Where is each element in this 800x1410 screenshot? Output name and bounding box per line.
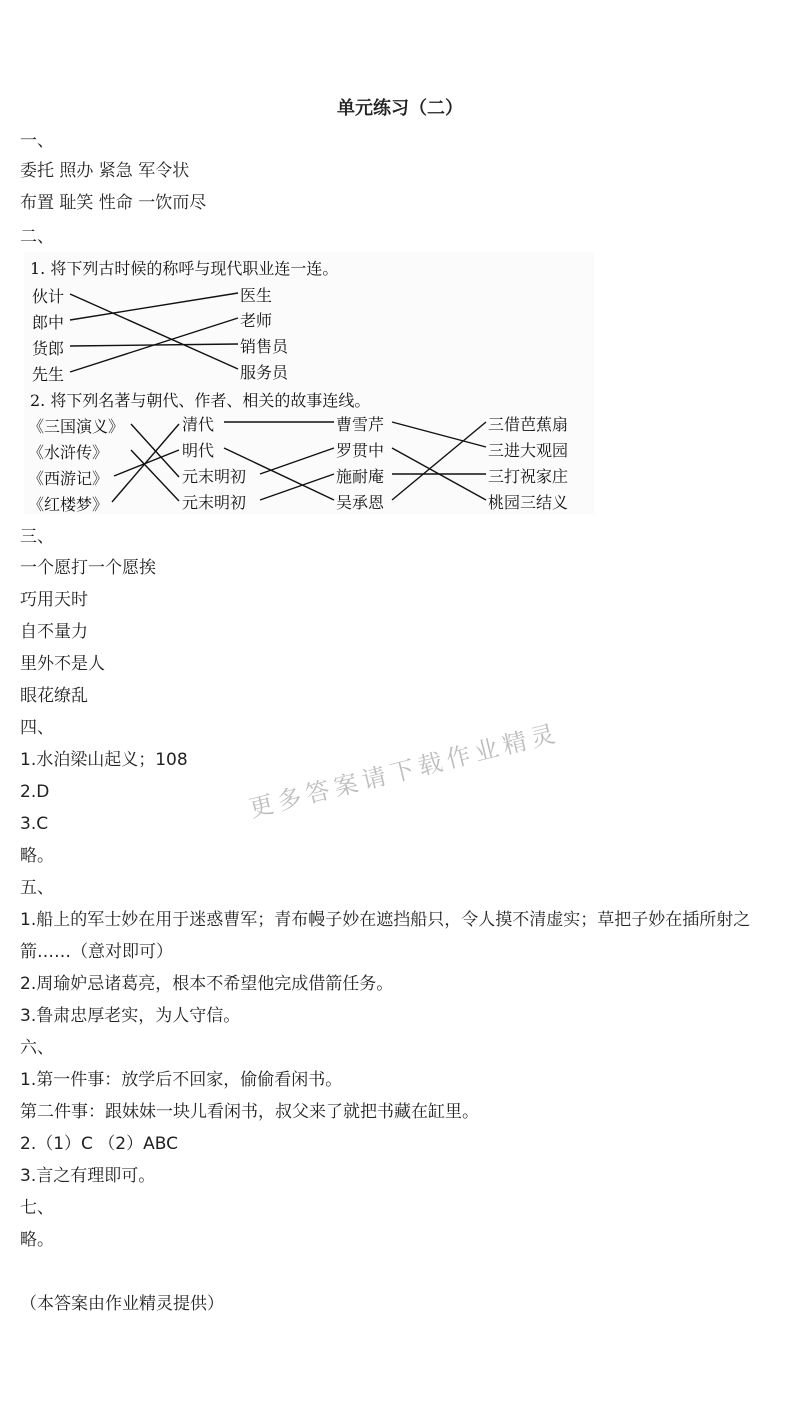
section-3-item-2: 巧用天时 [20,590,88,610]
q2-story-1: 三借芭蕉扇 [488,415,569,434]
q1-left-3: 货郎 [32,339,65,358]
q1-title: 1. 将下列古时候的称呼与现代职业连一连。 [30,259,339,278]
watermark: 更多答案请下载作业精灵 [246,718,563,823]
q1-right-1: 医生 [240,286,273,305]
q2-author-3: 施耐庵 [336,467,385,486]
q2-title: 2. 将下列名著与朝代、作者、相关的故事连线。 [30,391,371,410]
q2-story-3: 三打祝家庄 [488,467,569,486]
section-5-answer-3: 3.鲁肃忠厚老实，为人守信。 [20,1006,241,1026]
section-1-line-2: 布置 耻笑 性命 一饮而尽 [20,193,207,213]
q2-dynasty-link-4 [260,474,334,500]
q1-right-2: 老师 [240,311,273,330]
q2-book-2: 《水浒传》 [28,443,109,462]
section-3-heading: 三、 [20,527,54,547]
section-6-answer-2: 2.（1）C （2）ABC [20,1134,178,1154]
q2-dynasty-4: 元末明初 [182,493,247,512]
section-6-answer-1b: 第二件事：跟妹妹一块儿看闲书，叔父来了就把书藏在缸里。 [20,1102,479,1122]
q2-book-1: 《三国演义》 [28,417,125,436]
section-4-heading: 四、 [20,718,54,738]
section-5-answer-2: 2.周瑜妒忌诸葛亮，根本不希望他完成借箭任务。 [20,974,394,994]
section-4-answer-4: 略。 [20,846,54,866]
q2-author-4: 吴承恩 [336,493,385,512]
section-3-item-1: 一个愿打一个愿挨 [20,558,156,578]
q2-dynasty-link-3 [260,448,334,474]
q2-author-link-4 [392,422,486,500]
q1-left-4: 先生 [32,365,65,384]
q2-dynasty-3: 元末明初 [182,467,247,486]
q1-right-4: 服务员 [240,363,289,382]
q2-author-1: 曹雪芹 [336,415,385,434]
section-5-answer-1: 1.船上的军士妙在用于迷惑曹军；青布幔子妙在遮挡船只，令人摸不清虚实；草把子妙在插所射之箭……（意对即可） [20,910,751,962]
q2-dynasty-1: 清代 [182,415,215,434]
section-6-heading: 六、 [20,1038,54,1058]
q1-left-1: 伙计 [32,287,65,306]
q2-story-4: 桃园三结义 [488,493,569,512]
matching-diagram [24,252,594,514]
section-7-heading: 七、 [20,1198,54,1218]
section-1-line-1: 委托 照办 紧急 军令状 [20,161,190,181]
section-7-answer-1: 略。 [20,1230,54,1250]
q1-link-1 [70,294,238,369]
q2-book-3: 《西游记》 [28,469,109,488]
q2-book-link-3 [114,450,179,476]
q2-book-4: 《红楼梦》 [28,495,109,514]
section-4-answer-2: 2.D [20,782,50,802]
section-6-answer-1: 1.第一件事：放学后不回家，偷偷看闲书。 [20,1070,343,1090]
q1-left-2: 郎中 [32,313,65,332]
q2-story-2: 三进大观园 [488,441,569,460]
section-2-heading: 二、 [20,227,54,247]
section-5-heading: 五、 [20,878,54,898]
section-3-item-4: 里外不是人 [20,654,105,674]
section-6-answer-3: 3.言之有理即可。 [20,1166,156,1186]
q1-right-3: 销售员 [240,337,289,356]
section-1-heading: 一、 [20,131,54,151]
section-3-item-3: 自不量力 [20,622,88,642]
section-3-item-5: 眼花缭乱 [20,686,88,706]
section-4-answer-3: 3.C [20,814,49,834]
q2-book-link-2 [131,450,179,501]
q1-link-2 [70,293,238,320]
q2-author-2: 罗贯中 [336,441,385,460]
page-title: 单元练习（二） [337,98,463,119]
section-4-answer-1: 1.水泊梁山起义；108 [20,750,188,770]
q2-dynasty-2: 明代 [182,441,215,460]
footer-credit: （本答案由作业精灵提供） [20,1294,224,1314]
